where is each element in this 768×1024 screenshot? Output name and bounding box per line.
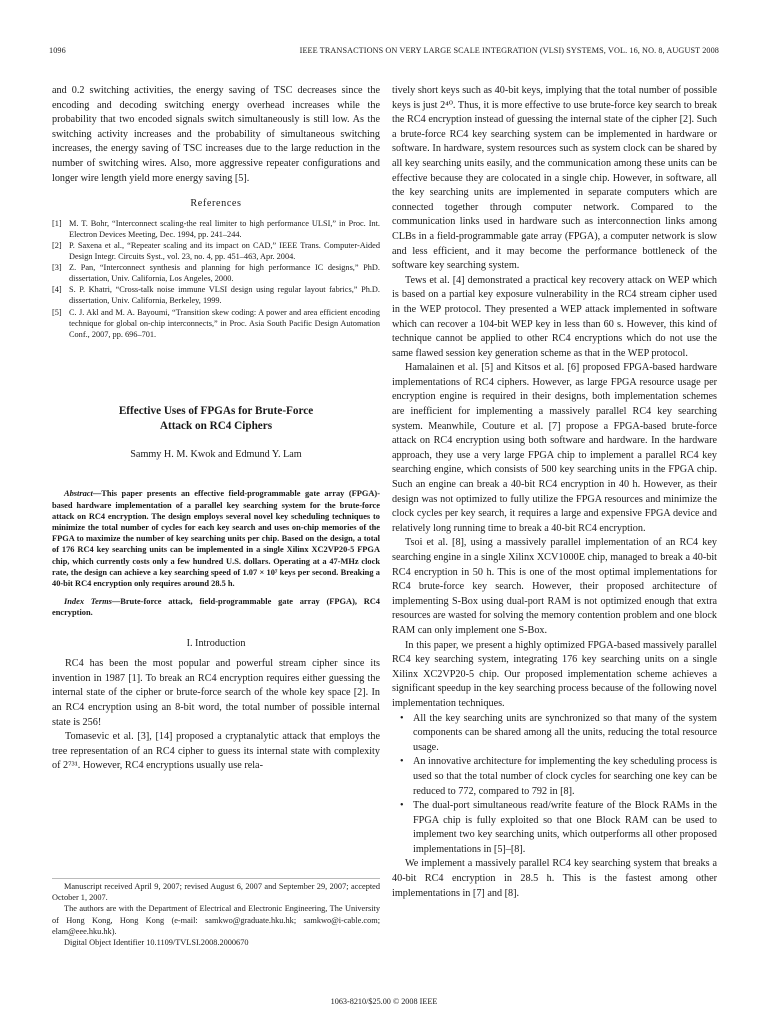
footnotes: [52, 878, 380, 948]
body-paragraph: We implement a massively parallel RC4 key searching system that breaks a 40-bit RC4 encryption in 28.5 h. This is the fastest among other implementations in [7] and [8].: [392, 858, 717, 899]
running-header: [49, 46, 719, 58]
left-column: [52, 84, 380, 774]
paper-title: Effective Uses of FPGAs for Brute-Force Attack on RC4 Ciphers: [118, 404, 314, 432]
reference-item: [4] S. P. Khatri, “Cross-talk noise immune VLSI design using regular layout fabrics,” Ph.D. dissertation, Univ. California, Berkeley, 1999.: [52, 285, 380, 306]
reference-item: [3] Z. Pan, “Interconnect synthesis and planning for high performance IC designs,” PhD. dissertation, Univ. California, Los Angeles, 2000.: [52, 263, 380, 284]
right-column: [392, 84, 717, 901]
reference-item: [5] C. J. Akl and M. A. Bayoumi, “Transition skew coding: A power and area efficient encoding technique for global on-chip interconnects,” in Proc. Asia South Pacific Design Automation Conf., 2007, pp. 696–701.: [52, 307, 380, 339]
list-item: • An innovative architecture for implementing the key scheduling process is used so that the total number of clock cycles for searching one key can be reduced to 772, compared to 792 in [8].: [413, 755, 717, 799]
index-terms: Index Terms—Brute-force attack, field-programmable gate array (FPGA), RC4 encryption.: [52, 597, 380, 618]
abstract: Abstract—This paper presents an effective field-programmable gate array (FPGA)-based hardware implementation of a parallel key searching system for the brute-force attack on RC4 encryption. The design employs several novel key scheduling techniques to minimize the total number of cycles for each key search and uses on-chip memories of the FPGA to maximize the number of key searching units per chip. Based on the design, a total of 176 RC4 key searching units can be implemented in a single Xilinx XC2VP20-5 FPGA chip, which currently costs only a few hundred U.S. dollars. Operating at a 47-MHz clock rate, the design can achieve a key searching speed of 1.07 × 10⁷ keys per second. Breaking a 40-bit RC4 encryption only requires around 28.5 h.: [52, 489, 380, 588]
reference-list: [52, 218, 380, 340]
copyright-line: 1063-8210/$25.00 © 2008 IEEE: [330, 997, 438, 1006]
page-number: 1096: [49, 46, 66, 55]
body-paragraph: Tsoi et al. [8], using a massively parallel implementation of an RC4 key searching engine in a single Xilinx XCV1000E chip, managed to break a 40-bit RC4 encryption in 50 h. This is one of the most optimal implementations for RC4 brute-force key search. However, their proposed architecture of implementing S-Box using dual-port RAM is not optimized enough that extra resources are wasted for solving the memory contention problem and one block RAM can only implement one S-Box.: [392, 537, 717, 636]
intro-paragraph: RC4 has been the most popular and powerful stream cipher since its invention in 1987 [1]. To break an RC4 encryption requires either guessing the internal state of the cipher or brute-force search of the whole key space [2]. In an RC4 encryption using an 8-bit word, the total number of possible internal state is 256!: [52, 658, 380, 728]
introduction-heading: I. Introduction: [186, 637, 246, 649]
journal-name: IEEE TRANSACTIONS ON VERY LARGE SCALE INTEGRATION (VLSI) SYSTEMS, VOL. 16, NO. 8, AUGUST 2008: [299, 46, 719, 55]
list-item: • All the key searching units are synchronized so that many of the system components can be shared among all the units, reducing the total resource usage.: [413, 712, 717, 756]
body-paragraph: Hamalainen et al. [5] and Kitsos et al. [6] proposed FPGA-based hardware implementations of RC4 ciphers. However, as large FPGA resource usage per encryption engine is required in their designs, both implementation schemes are inefficient for implementing a massively parallel RC4 key searching system. Meanwhile, Couture et al. [7] propose a FPGA-based brute-force attack on RC4 encryption using both software and hardware. In the hardware approach, they use a very large FPGA chip to implement a parallel RC4 key searching engine, which consists of 500 key searching units in the FPGA chip. Such an engine can break a 40-bit RC4 encryption in 40 h. However, as their design was not optimized to fully utilize the FPGA resources and minimize the clock cycles per key search, it requires a large and expensive FPGA device and relatively long running time to break a 40-bit RC4 encryption.: [392, 362, 717, 534]
body-paragraph: In this paper, we present a highly optimized FPGA-based massively parallel RC4 key searching system, integrating 176 key searching units on a single Xilinx XC2VP20-5 chip. Our proposed implementation scheme achieves a significant speedup in the key searching process because of the following novel implementation techniques.: [392, 639, 717, 709]
contribution-list: [392, 712, 717, 858]
intro-paragraph: Tomasevic et al. [3], [14] proposed a cryptanalytic attack that employs the tree representation of an RC4 cipher to guess its internal state with complexity of 2⁷³¹. However, RC4 encryptions usually use rela-: [52, 731, 380, 772]
list-item: • The dual-port simultaneous read/write feature of the Block RAMs in the FPGA chip is fully exploited so that one Block RAM can be used to implement two key searching units, which outperforms all other proposed implementations in [5]–[8].: [413, 799, 717, 857]
references-heading: References: [190, 198, 242, 210]
body-paragraph: Tews et al. [4] demonstrated a practical key recovery attack on WEP which is based on a partial key exposure vulnerability in the RC4 stream cipher used in the WEP protocol. They presented a WEP attack implemented in software which can recover a 104-bit WEP key in less than 60 s. However, this kind of technique cannot be applied to other RC4 encryptions which do not use the same flawed session key generation scheme as that in the WEP protocol.: [392, 274, 717, 359]
reference-item: [1] M. T. Bohr, “Interconnect scaling-the real limiter to high performance ULSI,” in Proc. Int. Electron Devices Meeting, Dec. 1994, pp. 241–244.: [52, 218, 380, 239]
footnote-manuscript: Manuscript received April 9, 2007; revised August 6, 2007 and September 29, 2007; accepted October 1, 2007.: [52, 882, 380, 903]
footnote-affiliation: The authors are with the Department of Electrical and Electronic Engineering, The University of Hong Kong, Hong Kong (e-mail: samkwo@graduate.hku.hk; samkwo@i-cable.com; elam@eee.hku.hk).: [52, 904, 380, 936]
body-paragraph: tively short keys such as 40-bit keys, implying that the total number of possible keys is just 2⁴⁰. Thus, it is more effective to use brute-force key search to break the RC4 encryption instead of guessing the internal state of the cipher [2]. Such a brute-force RC4 key searching system can be implemented in hardware or software. In hardware, system resources such as system clock can be shared by all key searching units easily, and the communication among these units can be effective because they are colocated in a single chip. However, in software, all the key searching units are implemented in separate computers which are connected together through computer network. Compared to the communication links used in hardware such as interconnection links among CLBs in a field-programmable gate array (FPGA), a computer network is slow and less efficient, and it may become the performance bottleneck of the software key searching system.: [392, 85, 717, 272]
previous-paper-paragraph: and 0.2 switching activities, the energy saving of TSC decreases since the encoding and decoding switching energy overhead increases while the probability that two encoded signals switch simultaneously is still low. As the switching activity increases and the probability of simultaneous switching increases, the energy saving of TSC increases due to the large reduction in the number of switching wires. Also, more aggressive repeater configurations and longer wire length yield more energy saving [5].: [52, 85, 380, 184]
reference-item: [2] P. Saxena et al., “Repeater scaling and its impact on CAD,” IEEE Trans. Computer-Aided Design Integr. Circuits Syst., vol. 23, no. 4, pp. 451–463, Apr. 2004.: [52, 240, 380, 262]
footnote-doi: Digital Object Identifier 10.1109/TVLSI.2008.2000670: [64, 938, 249, 948]
paper-authors: Sammy H. M. Kwok and Edmund Y. Lam: [130, 448, 302, 460]
